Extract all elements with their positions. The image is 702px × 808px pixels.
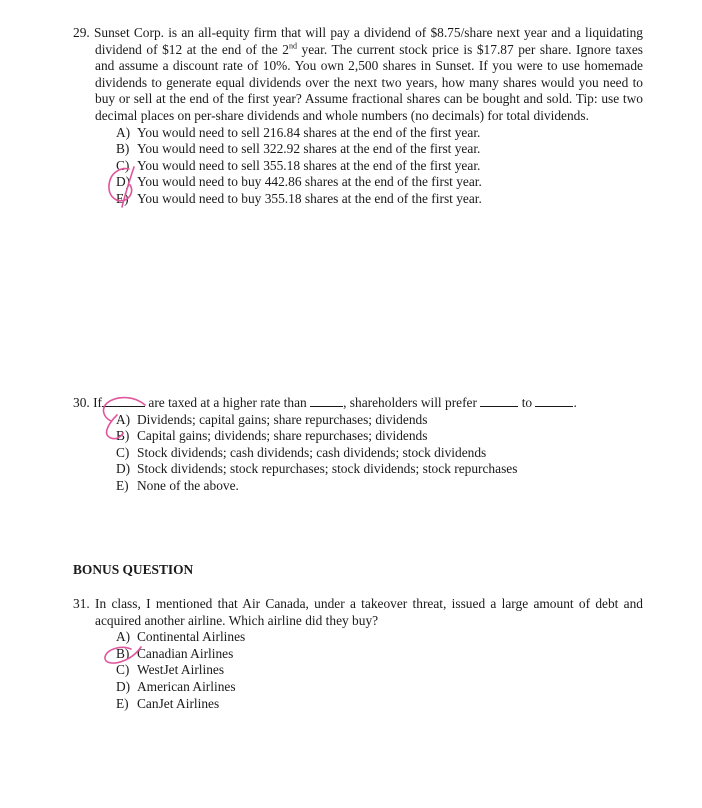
- option-30-a: A) Dividends; capital gains; share repurchases; dividends: [116, 411, 428, 427]
- option-30-e: E) None of the above.: [116, 477, 239, 493]
- question-30-options: [116, 412, 643, 495]
- option-29-b: B) You would need to sell 322.92 shares at the end of the first year.: [116, 141, 481, 157]
- blank-2: [310, 394, 343, 407]
- question-30-text: 30. If are taxed at a higher rate than , shareholders will prefer to .: [73, 395, 577, 410]
- question-29-text: 29. Sunset Corp. is an all-equity firm that will pay a dividend of $8.75/share next year and a liquidating dividend of $12 at the end of the 2nd year. The current stock price is $17.87 per share. Ignore taxes and assume a discount rate of 10%. You own 2,500 shares in Sunset. If you were to use homemade dividends to generate equal dividends over the next two years, how many shares would you need to buy or sell at the end of the first year? Assume fractional shares can be bought and sold. Tip: use two decimal places on per-share dividends and whole numbers (no decimals) for total dividends.: [73, 25, 643, 123]
- option-29-c: C) You would need to sell 355.18 shares at the end of the first year.: [116, 157, 481, 173]
- blank-1: [102, 394, 145, 407]
- option-31-c: C) WestJet Airlines: [116, 662, 225, 678]
- question-29-options: [116, 125, 643, 208]
- option-30-c: C) Stock dividends; cash dividends; cash dividends; stock dividends: [116, 444, 487, 460]
- question-29: [73, 25, 643, 208]
- question-31-text: 31. In class, I mentioned that Air Canada, under a takeover threat, issued a large amount of debt and acquired another airline. Which airline did they buy?: [73, 596, 643, 628]
- option-29-d: D) You would need to buy 442.86 shares at the end of the first year.: [116, 174, 482, 190]
- option-31-a: A) Continental Airlines: [116, 629, 246, 645]
- option-29-a: A) You would need to sell 216.84 shares at the end of the first year.: [116, 124, 481, 140]
- blank-3: [480, 394, 518, 407]
- option-31-e: E) CanJet Airlines: [116, 695, 220, 711]
- option-31-d: D) American Airlines: [116, 678, 236, 694]
- option-31-b: B) Canadian Airlines: [116, 645, 234, 661]
- option-30-b: B) Capital gains; dividends; share repurchases; dividends: [116, 428, 428, 444]
- question-30: [73, 394, 643, 495]
- option-29-e: E) You would need to buy 355.18 shares at the end of the first year.: [116, 190, 482, 206]
- question-31: [73, 596, 643, 712]
- blank-4: [535, 394, 573, 407]
- bonus-heading: BONUS QUESTION: [73, 562, 194, 577]
- question-31-options: [116, 629, 643, 712]
- option-30-d: D) Stock dividends; stock repurchases; stock dividends; stock repurchases: [116, 461, 518, 477]
